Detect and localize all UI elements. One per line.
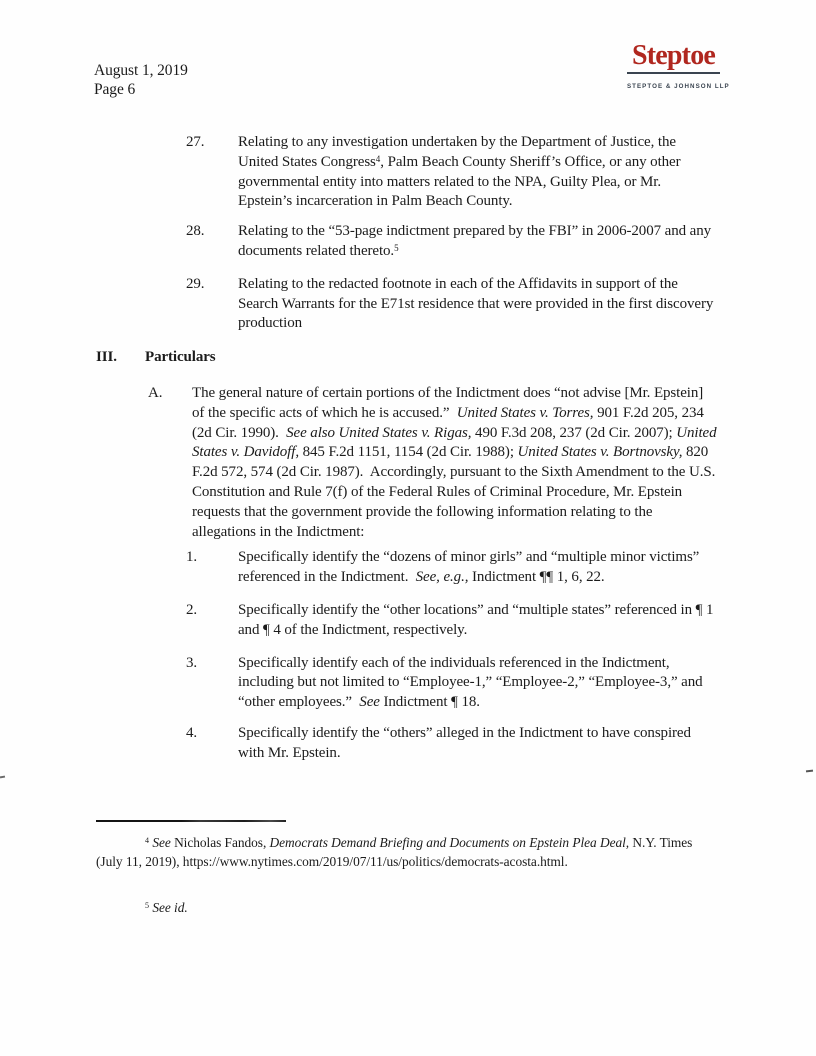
- date-text: August 1, 2019: [94, 62, 188, 79]
- particular-text: The general nature of certain portions of the Indictment does “not advise [Mr. Epstein] of the specific acts of which he is accused.” United States v. Torres, 901 F.2d 205, 234 (2d Cir. 1990). See also United States v. Rigas, 490 F.3d 208, 237 (2d Cir. 2007); United States v. Davidoff, 845 F.2d 1151, 1154 (2d Cir. 1988); United States v. Bortnovsky, 820 F.2d 572, 574 (2d Cir. 1987). Accordingly, pursuant to the Sixth Amendment to the U.S. Constitution and Rule 7(f) of the Federal Rules of Criminal Procedure, Mr. Epstein requests that the government provide the following information relating to the allegations in the Indictment:: [192, 384, 721, 540]
- item-number: 27.: [186, 134, 205, 150]
- item-text: Specifically identify the “other locations” and “multiple states” referenced in ¶ 1 and ¶ 4 of the Indictment, respectively.: [238, 601, 718, 638]
- particular-label: A.: [148, 384, 163, 401]
- item-text: Specifically identify the “dozens of minor girls” and “multiple minor victims” referenced in the Indictment. See, e.g., Indictment ¶¶ 1, 6, 22.: [238, 549, 703, 586]
- item-text: Specifically identify the “others” alleged in the Indictment to have conspired with Mr. Epstein.: [238, 724, 695, 761]
- request-item-28: [186, 222, 718, 262]
- section-heading-particulars: [96, 348, 718, 368]
- request-item-29: [186, 275, 718, 334]
- logo-subtitle: STEPTOE & JOHNSON LLP: [627, 83, 730, 90]
- item-text: Relating to the redacted footnote in each of the Affidavits in support of the Search Warrants for the E71st residence that were provided in the first discovery production: [238, 275, 717, 332]
- particular-a: [148, 384, 721, 542]
- item-number: 1.: [186, 549, 198, 566]
- section-number: III.: [96, 349, 117, 366]
- footnote-area: [96, 820, 718, 917]
- steptoe-logo: [627, 40, 730, 97]
- logo-divider: [627, 72, 720, 74]
- sub-item-3: [186, 654, 718, 713]
- sub-item-4: [186, 724, 718, 764]
- request-item-27: [186, 133, 718, 212]
- item-text: Specifically identify each of the individuals referenced in the Indictment, including but not limited to “Employee-1,” “Employee-2,” “Employee-3,” and “other employees.” See Indictment ¶ 18.: [238, 654, 707, 711]
- item-number: 29.: [186, 275, 205, 292]
- item-number: 2.: [186, 601, 198, 618]
- sub-item-1: [186, 548, 718, 588]
- footnote-5: $^5$ See id.: [145, 900, 188, 915]
- section-title: Particulars: [145, 349, 216, 366]
- item-number: 3.: [186, 654, 198, 671]
- item-number: 28.: [186, 223, 205, 240]
- document-body: [96, 133, 721, 764]
- sub-item-2: [186, 601, 718, 641]
- logo-wordmark: Steptoe: [631, 40, 716, 71]
- footnote-separator: [96, 820, 286, 822]
- scan-artifact-right: [806, 770, 813, 773]
- page-number-text: Page 6: [94, 81, 136, 98]
- scan-artifact-left: [0, 776, 5, 779]
- item-text: Relating to any investigation undertaken by the Department of Justice, the United States Congress$^4$, Palm Beach County Sheriff’s Office, or any other governmental entity into matters related to the NPA, Guilty Plea, or Mr. Epstein’s incarceration in Palm Beach County.: [238, 134, 685, 210]
- request-list: [186, 133, 718, 334]
- particulars-sublist: [186, 548, 718, 763]
- item-number: 4.: [186, 724, 198, 741]
- page-header: [94, 61, 188, 99]
- footnote-4: $^4$ See Nicholas Fandos, Democrats Demand Briefing and Documents on Epstein Plea Deal, N.Y. Times (July 11, 2019), https://www.nytimes.com/2019/07/11/us/politics/democrats-acosta.html.: [96, 835, 696, 869]
- item-text: Relating to the “53-page indictment prepared by the FBI” in 2006-2007 and any documents related thereto.$^5$: [238, 223, 715, 259]
